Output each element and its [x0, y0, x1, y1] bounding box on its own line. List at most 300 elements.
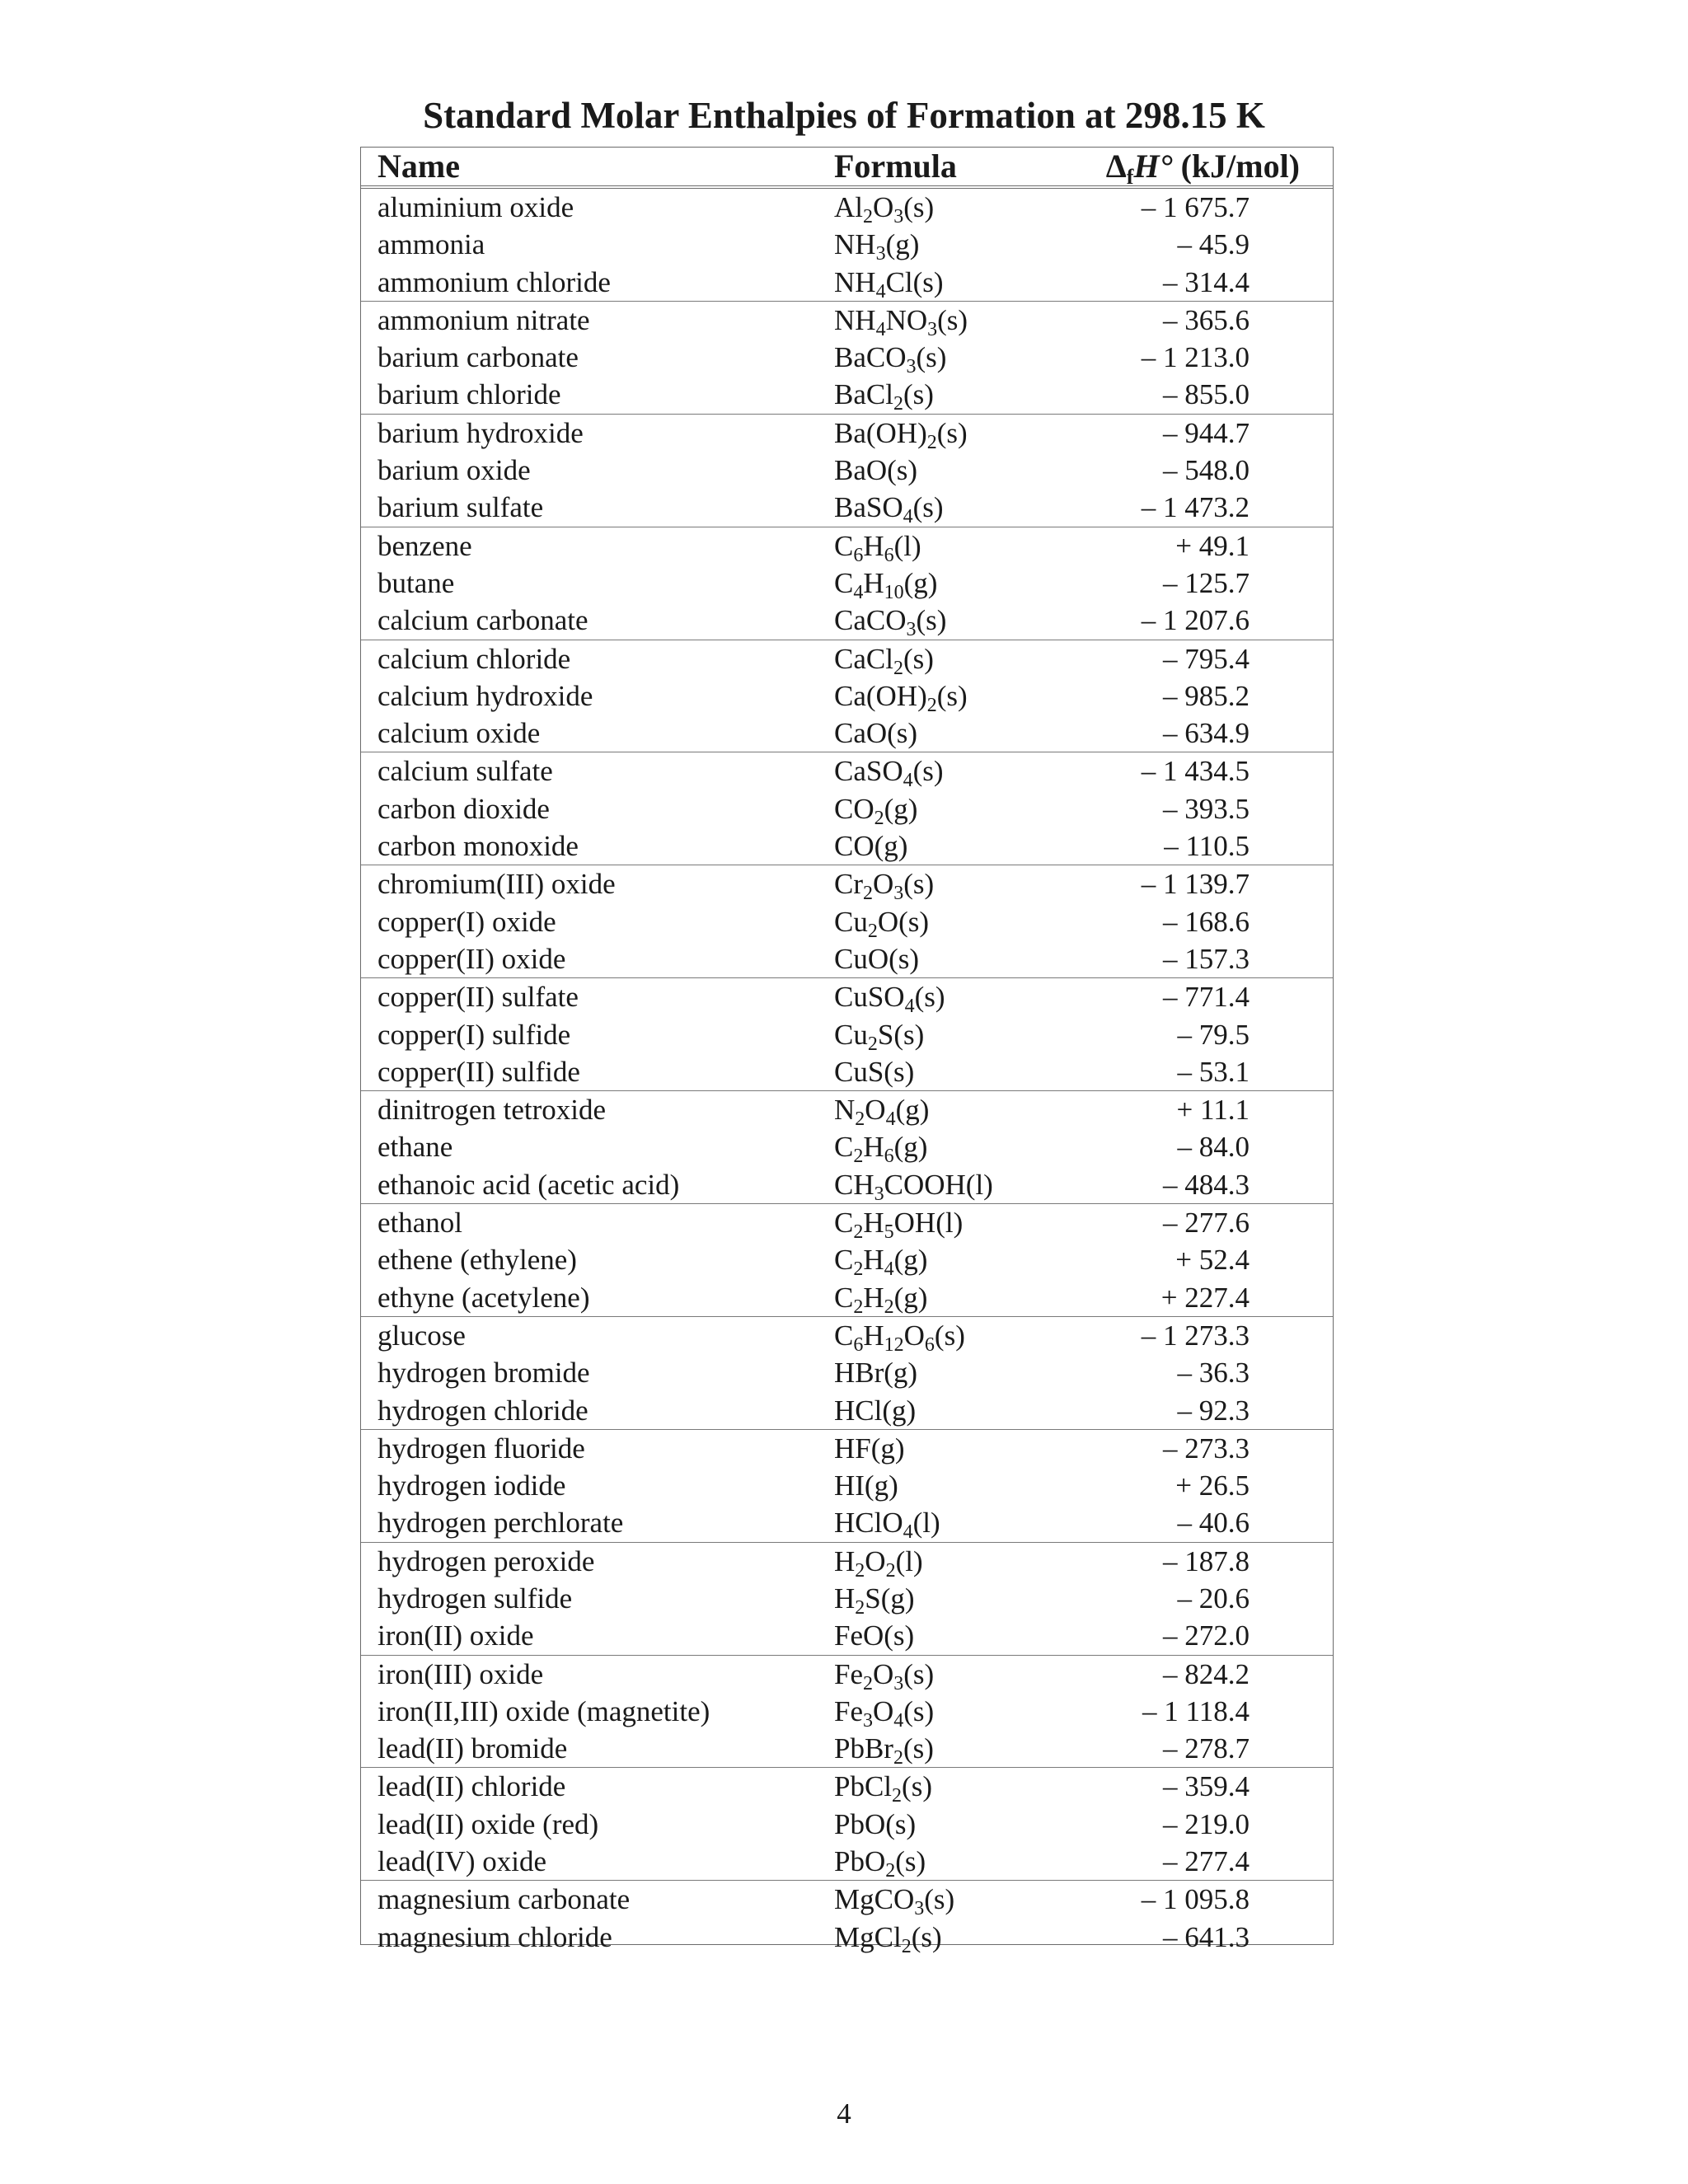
compound-formula	[834, 1580, 915, 1617]
enthalpy-value: – 393.5	[1163, 792, 1250, 825]
compound-formula	[834, 415, 968, 452]
formula-part: Cu	[834, 905, 868, 938]
formula-subscript: 2	[874, 807, 884, 829]
formula-part: Ba(OH)	[834, 416, 927, 449]
formula-part: CaCl	[834, 642, 893, 675]
enthalpy-value: – 1 273.3	[1141, 1319, 1250, 1352]
enthalpy-value: – 314.4	[1163, 265, 1250, 298]
enthalpy-value: – 855.0	[1163, 378, 1250, 411]
page-title: Standard Molar Enthalpies of Formation at 298.15 K	[423, 95, 1265, 136]
formula-part: HClO	[834, 1507, 903, 1540]
compound-formula	[834, 1656, 934, 1693]
table-row	[361, 1919, 1333, 1956]
compound-formula	[834, 677, 968, 715]
enthalpy-value: – 1 118.4	[1142, 1694, 1250, 1727]
formula-subscript: 4	[875, 280, 886, 302]
enthalpy-value: – 944.7	[1163, 416, 1250, 449]
formula-part: C	[834, 1281, 854, 1314]
compound-name: aluminium oxide	[377, 191, 574, 223]
formula-subscript: 2	[885, 1559, 896, 1582]
formula-part: H	[863, 1131, 884, 1164]
enthalpy-value: – 278.7	[1163, 1732, 1250, 1765]
formula-subscript: 3	[927, 318, 938, 340]
enthalpy-value: – 1 207.6	[1141, 604, 1250, 637]
formula-part: (s)	[936, 416, 968, 449]
formula-subscript: 2	[863, 206, 873, 227]
formula-subscript: 3	[863, 1709, 873, 1732]
compound-formula	[834, 940, 919, 977]
compound-name: calcium carbonate	[377, 604, 588, 637]
compound-name: hydrogen perchlorate	[377, 1507, 624, 1540]
enthalpy-table	[360, 147, 1334, 1957]
formula-subscript: 6	[924, 1333, 935, 1356]
enthalpy-value: – 795.4	[1163, 642, 1250, 675]
enthalpy-value: – 53.1	[1177, 1055, 1250, 1088]
formula-subscript: 3	[893, 206, 904, 227]
formula-part: O	[873, 191, 894, 223]
formula-subscript: 2	[867, 1033, 878, 1055]
delta-symbol: Δ	[1105, 148, 1127, 185]
formula-part: HBr(g)	[834, 1357, 918, 1390]
page-number: 4	[837, 2097, 851, 2130]
formula-part: FeO(s)	[834, 1619, 915, 1652]
table-row	[361, 715, 1333, 752]
formula-subscript: 4	[893, 1709, 904, 1732]
compound-formula	[834, 1317, 965, 1354]
formula-part: H	[863, 1207, 884, 1240]
formula-part: CO(g)	[834, 830, 908, 863]
enthalpy-value: – 84.0	[1177, 1131, 1250, 1164]
table-row	[361, 301, 1333, 339]
compound-formula	[834, 1543, 923, 1580]
compound-formula	[834, 489, 944, 526]
table-row	[361, 1241, 1333, 1281]
compound-name: hydrogen peroxide	[377, 1544, 595, 1577]
formula-part: BaCO	[834, 341, 907, 374]
compound-name: benzene	[377, 529, 472, 562]
formula-part: CH	[834, 1168, 874, 1201]
table-row	[361, 1655, 1333, 1693]
enthalpy-value: – 548.0	[1163, 454, 1250, 487]
compound-formula	[834, 264, 944, 301]
enthalpy-value: – 79.5	[1177, 1018, 1250, 1051]
formula-subscript: 2	[884, 1296, 894, 1318]
formula-subscript: 6	[853, 1333, 864, 1356]
formula-part: (g)	[895, 1094, 930, 1127]
compound-formula	[834, 1430, 905, 1467]
table-row	[361, 565, 1333, 602]
formula-part: O	[873, 1694, 894, 1727]
table-row	[361, 1166, 1333, 1203]
formula-part: (s)	[903, 1694, 935, 1727]
enthalpy-symbol: H°	[1133, 148, 1173, 185]
compound-formula	[834, 1467, 898, 1504]
table-row	[361, 640, 1333, 677]
formula-part: CaCO	[834, 604, 907, 637]
formula-part: PbCl	[834, 1770, 893, 1803]
formula-part: H	[863, 1281, 884, 1314]
column-header-enthalpy	[1105, 148, 1300, 189]
formula-subscript: 2	[863, 883, 873, 905]
formula-part: BaO(s)	[834, 454, 918, 487]
formula-part: (s)	[924, 1883, 955, 1916]
compound-formula	[834, 978, 945, 1018]
formula-part: CuS(s)	[834, 1055, 915, 1088]
compound-formula	[834, 302, 968, 339]
formula-subscript: 4	[884, 1258, 894, 1281]
compound-name: copper(I) sulfide	[377, 1018, 571, 1051]
compound-name: hydrogen fluoride	[377, 1432, 585, 1465]
enthalpy-value: – 125.7	[1163, 566, 1250, 599]
table-row	[361, 189, 1333, 226]
table-row	[361, 977, 1333, 1018]
compound-name: barium carbonate	[377, 341, 579, 374]
compound-name: ethyne (acetylene)	[377, 1281, 590, 1314]
formula-part: CuSO	[834, 981, 905, 1014]
compound-formula	[834, 1128, 928, 1168]
table-row	[361, 865, 1333, 905]
table-row	[361, 1693, 1333, 1730]
formula-part: (s)	[937, 303, 968, 336]
formula-part: Cl(s)	[885, 265, 944, 298]
table-row	[361, 452, 1333, 489]
compound-formula	[834, 1241, 928, 1281]
formula-subscript: 4	[904, 996, 915, 1018]
compound-name: magnesium carbonate	[377, 1883, 631, 1916]
formula-subscript: 3	[893, 883, 904, 905]
formula-part: (s)	[903, 642, 934, 675]
compound-name: lead(II) bromide	[377, 1732, 568, 1765]
compound-formula	[834, 1504, 940, 1544]
enthalpy-value: – 187.8	[1163, 1544, 1250, 1577]
formula-subscript: 12	[884, 1333, 904, 1356]
table-row	[361, 264, 1333, 301]
formula-part: (s)	[934, 1319, 965, 1352]
formula-part: C	[834, 566, 854, 599]
enthalpy-value: – 641.3	[1163, 1920, 1250, 1953]
formula-part: PbO	[834, 1845, 886, 1878]
compound-formula	[834, 1843, 926, 1880]
formula-subscript: 2	[855, 1108, 865, 1131]
formula-part: Fe	[834, 1657, 863, 1690]
formula-subscript: 3	[893, 1672, 904, 1694]
formula-part: N	[834, 1094, 856, 1127]
compound-name: calcium hydroxide	[377, 679, 593, 712]
formula-subscript: 2	[855, 1596, 865, 1619]
formula-subscript: 4	[853, 581, 864, 603]
table-row	[361, 1504, 1333, 1544]
enthalpy-value: – 272.0	[1163, 1619, 1250, 1652]
formula-part: C	[834, 1244, 854, 1277]
table-row	[361, 226, 1333, 263]
compound-formula	[834, 189, 934, 226]
enthalpy-value: – 634.9	[1163, 717, 1250, 750]
formula-subscript: 2	[893, 393, 903, 415]
enthalpy-value: – 985.2	[1163, 679, 1250, 712]
formula-part: (s)	[903, 1657, 935, 1690]
formula-subscript: 2	[926, 431, 937, 453]
compound-name: glucose	[377, 1319, 466, 1352]
formula-subscript: 4	[903, 1521, 913, 1544]
compound-formula	[834, 1392, 916, 1429]
formula-subscript: 10	[884, 581, 904, 603]
formula-part: NO	[885, 303, 928, 336]
formula-subscript: 2	[926, 694, 937, 716]
enthalpy-value: – 277.4	[1163, 1845, 1250, 1878]
compound-formula	[834, 640, 934, 677]
compound-formula	[834, 1204, 964, 1244]
formula-part: H	[834, 1582, 856, 1615]
compound-name: ammonium chloride	[377, 265, 611, 298]
formula-part: (g)	[893, 1131, 928, 1164]
formula-part: H	[863, 1244, 884, 1277]
compound-formula	[834, 1279, 927, 1316]
compound-name: hydrogen chloride	[377, 1394, 588, 1427]
formula-subscript: 2	[853, 1258, 864, 1281]
enthalpy-value: – 20.6	[1177, 1582, 1250, 1615]
formula-part: (s)	[903, 868, 935, 901]
table-row	[361, 1316, 1333, 1354]
formula-part: H	[863, 529, 884, 562]
formula-subscript: 2	[853, 1221, 864, 1244]
compound-formula	[834, 565, 937, 602]
compound-name: hydrogen sulfide	[377, 1582, 573, 1615]
formula-part: (s)	[903, 1732, 934, 1765]
formula-subscript: 4	[885, 1108, 896, 1131]
formula-part: (l)	[893, 529, 921, 562]
compound-name: barium sulfate	[377, 491, 544, 524]
formula-part: O	[903, 1319, 925, 1352]
table-row	[361, 1767, 1333, 1805]
formula-subscript: 2	[893, 1747, 903, 1769]
compound-name: barium chloride	[377, 378, 561, 411]
formula-part: CaO(s)	[834, 717, 918, 750]
enthalpy-value: – 1 139.7	[1141, 868, 1250, 901]
compound-name: iron(II) oxide	[377, 1619, 534, 1652]
compound-name: ammonia	[377, 228, 485, 261]
formula-subscript: 2	[901, 1935, 912, 1957]
enthalpy-value: + 26.5	[1175, 1469, 1250, 1502]
compound-name: butane	[377, 566, 455, 599]
enthalpy-value: – 824.2	[1163, 1657, 1250, 1690]
formula-part: BaSO	[834, 491, 903, 524]
compound-formula	[834, 376, 934, 413]
compound-formula	[834, 1730, 934, 1767]
enthalpy-value: + 227.4	[1160, 1281, 1250, 1314]
compound-name: copper(I) oxide	[377, 905, 556, 938]
compound-name: ethanoic acid (acetic acid)	[377, 1168, 680, 1201]
formula-subscript: 2	[867, 920, 878, 942]
formula-part: Al	[834, 191, 863, 223]
formula-part: O	[865, 1094, 886, 1127]
formula-part: (s)	[912, 755, 944, 788]
table-row	[361, 1053, 1333, 1090]
compound-formula	[834, 1354, 917, 1391]
compound-formula	[834, 226, 919, 263]
table-row	[361, 1617, 1333, 1654]
compound-name: dinitrogen tetroxide	[377, 1094, 607, 1127]
compound-formula	[834, 903, 929, 940]
compound-formula	[834, 1617, 914, 1654]
formula-part: Cu	[834, 1018, 868, 1051]
table-row	[361, 1880, 1333, 1918]
formula-part: (s)	[912, 491, 944, 524]
enthalpy-value: – 1 095.8	[1141, 1883, 1250, 1916]
formula-subscript: 2	[853, 1296, 864, 1318]
compound-name: carbon monoxide	[377, 830, 579, 863]
formula-part: (s)	[916, 604, 947, 637]
formula-part: PbBr	[834, 1732, 893, 1765]
column-header-formula: Formula	[834, 148, 957, 185]
formula-part: (g)	[885, 228, 920, 261]
enthalpy-value: + 49.1	[1175, 529, 1250, 562]
table-row	[361, 827, 1333, 865]
formula-subscript: 2	[885, 1860, 896, 1882]
table-row	[361, 1467, 1333, 1504]
enthalpy-value: – 40.6	[1177, 1507, 1250, 1540]
compound-name: hydrogen iodide	[377, 1469, 566, 1502]
formula-part: H	[863, 1319, 884, 1352]
formula-subscript: 3	[875, 243, 886, 265]
compound-name: ethanol	[377, 1207, 463, 1240]
formula-part: NH	[834, 265, 876, 298]
formula-part: HI(g)	[834, 1469, 898, 1502]
formula-part: (l)	[912, 1507, 940, 1540]
formula-part: (g)	[893, 1281, 928, 1314]
formula-part: O	[865, 1544, 886, 1577]
formula-part: C	[834, 1207, 854, 1240]
compound-name: barium hydroxide	[377, 416, 584, 449]
table-row	[361, 527, 1333, 565]
table-row	[361, 752, 1333, 790]
compound-name: copper(II) oxide	[377, 942, 566, 975]
formula-part: MgCl	[834, 1920, 902, 1953]
formula-subscript: 3	[914, 1898, 925, 1920]
table-header	[361, 148, 1333, 189]
table-row	[361, 1542, 1333, 1580]
formula-subscript: 4	[903, 770, 913, 792]
formula-part: O	[873, 868, 894, 901]
compound-formula	[834, 602, 946, 639]
compound-formula	[834, 1693, 934, 1730]
enthalpy-value: – 157.3	[1163, 942, 1250, 975]
table-row	[361, 940, 1333, 977]
compound-formula	[834, 339, 946, 376]
compound-name: iron(III) oxide	[377, 1657, 544, 1690]
table-row	[361, 1730, 1333, 1767]
table-row	[361, 376, 1333, 413]
formula-part: (s)	[911, 1920, 942, 1953]
enthalpy-value: – 1 213.0	[1141, 341, 1250, 374]
formula-part: Fe	[834, 1694, 863, 1727]
enthalpy-value: + 52.4	[1175, 1244, 1250, 1277]
compound-name: lead(II) chloride	[377, 1770, 566, 1803]
compound-formula	[834, 452, 917, 489]
compound-formula	[834, 1016, 924, 1053]
formula-part: PbO(s)	[834, 1807, 917, 1840]
formula-part: H	[834, 1544, 856, 1577]
compound-formula	[834, 1091, 930, 1131]
table-row	[361, 1279, 1333, 1316]
compound-formula	[834, 1881, 954, 1918]
formula-subscript: 3	[874, 1183, 884, 1205]
table-row	[361, 489, 1333, 526]
formula-part: COOH(l)	[884, 1168, 993, 1201]
formula-part: CuO(s)	[834, 942, 920, 975]
formula-part: CaSO	[834, 755, 903, 788]
compound-formula	[834, 1768, 932, 1805]
compound-name: hydrogen bromide	[377, 1357, 590, 1390]
formula-subscript: 6	[884, 544, 894, 566]
table-row	[361, 602, 1333, 639]
compound-name: carbon dioxide	[377, 792, 550, 825]
enthalpy-value: – 110.5	[1164, 830, 1250, 863]
table-row	[361, 903, 1333, 940]
formula-part: BaCl	[834, 378, 893, 411]
enthalpy-value: – 484.3	[1163, 1168, 1250, 1201]
formula-part: HCl(g)	[834, 1394, 917, 1427]
enthalpy-value: – 1 473.2	[1141, 491, 1250, 524]
table-row	[361, 1203, 1333, 1244]
enthalpy-value: – 359.4	[1163, 1770, 1250, 1803]
formula-subscript: 3	[906, 619, 917, 641]
table-row	[361, 339, 1333, 376]
formula-part: NH	[834, 303, 876, 336]
enthalpy-unit: (kJ/mol)	[1172, 148, 1300, 185]
table-row	[361, 1016, 1333, 1053]
formula-part: O	[873, 1657, 894, 1690]
compound-formula	[834, 790, 917, 827]
formula-part: C	[834, 1319, 854, 1352]
compound-formula	[834, 715, 917, 752]
table-row	[361, 1392, 1333, 1429]
compound-name: calcium chloride	[377, 642, 571, 675]
compound-name: ethene (ethylene)	[377, 1244, 577, 1277]
compound-formula	[834, 1806, 916, 1843]
formula-subscript: 2	[855, 1559, 865, 1582]
enthalpy-value: – 92.3	[1177, 1394, 1250, 1427]
formula-part: CO	[834, 792, 874, 825]
compound-formula	[834, 527, 921, 565]
compound-name: ammonium nitrate	[377, 303, 590, 336]
compound-name: barium oxide	[377, 454, 531, 487]
compound-formula	[834, 827, 907, 865]
formula-subscript: 3	[906, 356, 917, 378]
enthalpy-value: – 45.9	[1177, 228, 1250, 261]
compound-formula	[834, 1166, 993, 1203]
formula-part: (l)	[895, 1544, 923, 1577]
table-row	[361, 1580, 1333, 1617]
enthalpy-value: – 1 434.5	[1141, 755, 1250, 788]
compound-name: calcium sulfate	[377, 755, 553, 788]
compound-name: iron(II,III) oxide (magnetite)	[377, 1694, 710, 1727]
formula-part: HF(g)	[834, 1432, 905, 1465]
formula-part: Ca(OH)	[834, 679, 927, 712]
formula-subscript: 2	[863, 1672, 873, 1694]
formula-part: C	[834, 1131, 854, 1164]
formula-part: C	[834, 529, 854, 562]
formula-part: O(s)	[877, 905, 930, 938]
enthalpy-value: – 771.4	[1163, 981, 1250, 1014]
table-row	[361, 414, 1333, 452]
formula-part: NH	[834, 228, 876, 261]
formula-part: (s)	[902, 1770, 932, 1803]
table-row	[361, 1354, 1333, 1391]
table-row	[361, 1090, 1333, 1131]
enthalpy-value: – 365.6	[1163, 303, 1250, 336]
table-row	[361, 677, 1333, 715]
compound-name: copper(II) sulfate	[377, 981, 579, 1014]
